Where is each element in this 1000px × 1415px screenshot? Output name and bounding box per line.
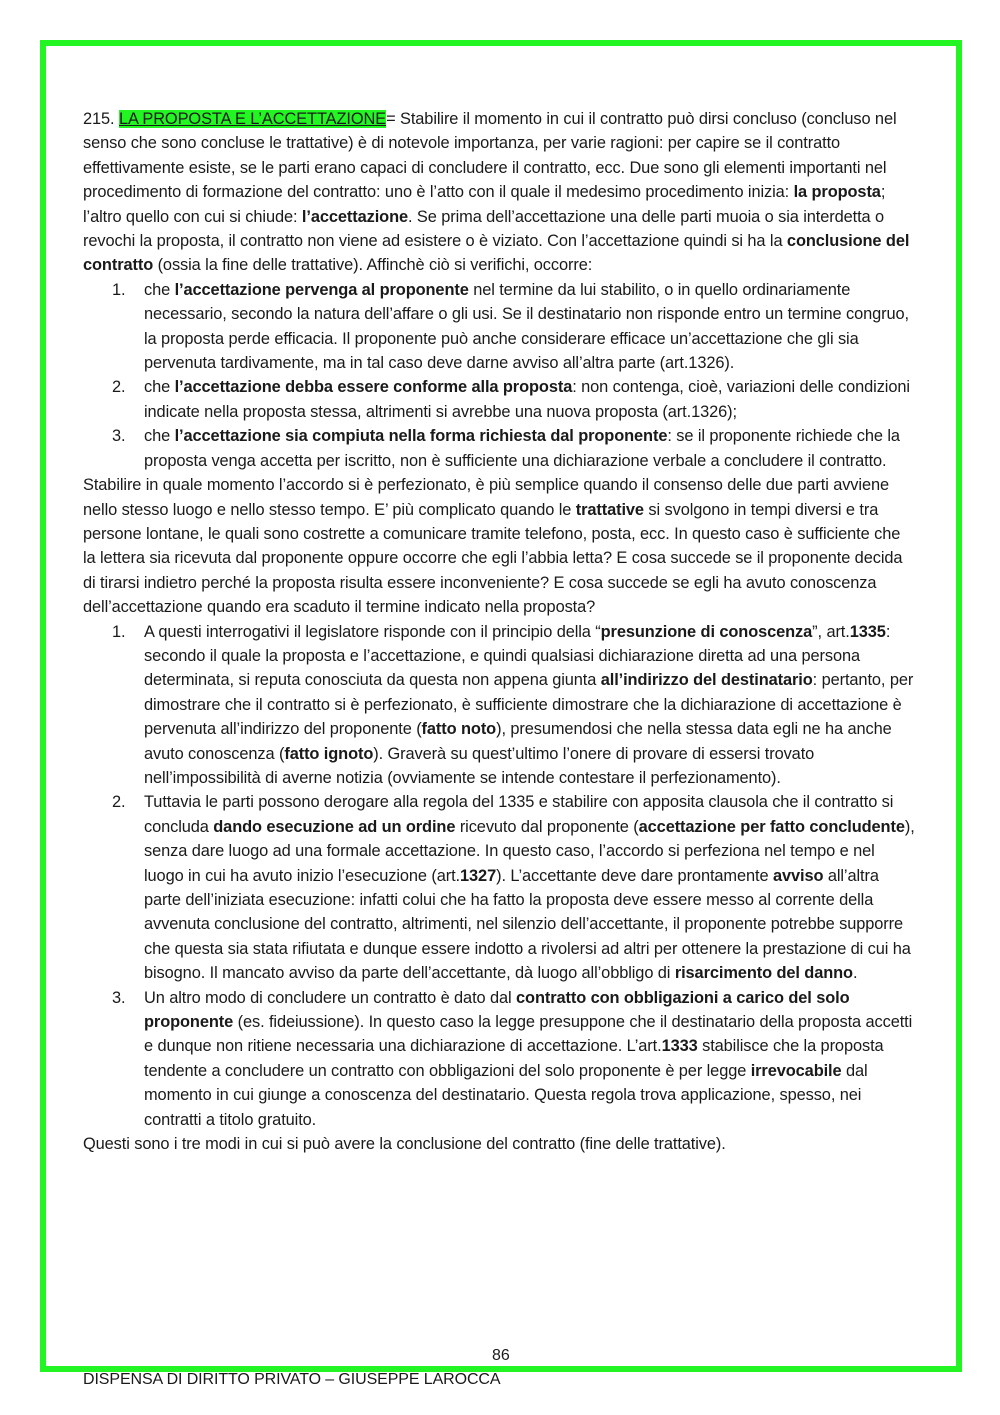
- text: Un altro modo di concludere un contratto è dato dal: [144, 988, 517, 1007]
- text: che: [144, 280, 175, 299]
- text: (es. fideiussione). In questo caso la legge presuppone che il destinatario della proposta accetti e dunque non ritiene necessaria una dichiarazione di accettazione. L’art.: [144, 1013, 913, 1056]
- text: all’altra parte dell’iniziata esecuzione: infatti colui che ha fatto la proposta deve essere messo al corrente della avvenuta conclusione del contratto, altrimenti, nel silenzio dell’accettante, il proponente potrebbe supporre che questa sia stata rifiutata e dunque essere indotto a rivolersi ad altri per ottenere la prestazione di cui ha bisogno. Il mancato avviso da parte dell’accettante, dà luogo all’obbligo di: [144, 866, 911, 983]
- intro-paragraph: [83, 107, 917, 278]
- text: ), senza dare luogo ad una formale accettazione. In questo caso, l’accordo si perfeziona nel tempo e nel luogo in cui ha avuto inizio l’esecuzione (art.: [144, 817, 915, 885]
- text: che: [144, 427, 175, 446]
- bold-text: avviso: [772, 866, 824, 885]
- bold-text: 1333: [661, 1037, 698, 1056]
- bold-text: la proposta: [793, 183, 881, 202]
- text: nel termine da lui stabilito, o in quello ordinariamente necessario, secondo la natura dell’affare o gli usi. Se il destinatario non risponde entro un termine congruo, la proposta perde efficacia. Il proponente può anche considerare efficace un’accettazione che gli sia pervenuta tardivamente, ma in tal caso deve darne avviso all’altra parte (art.1326).: [144, 280, 909, 373]
- section-heading: LA PROPOSTA E L’ACCETTAZIONE: [118, 110, 387, 128]
- text: ). L’accettante deve dare prontamente: [496, 866, 773, 885]
- bold-text: all’indirizzo del destinatario: [600, 671, 813, 690]
- bold-text: trattative: [575, 500, 644, 519]
- text: che: [144, 378, 175, 397]
- bold-text: 1335: [849, 622, 886, 641]
- bold-text: accettazione per fatto concludente: [638, 817, 905, 836]
- bold-text: 1327: [460, 866, 497, 885]
- text: .: [852, 964, 858, 983]
- text: : secondo il quale la proposta e l’accettazione, e quindi qualsiasi dichiarazione diretta ad una persona determinata, si reputa conosciuta da questa non appena giunta: [144, 622, 891, 690]
- list-number: 3.: [112, 427, 126, 446]
- bold-text: risarcimento del danno: [674, 964, 853, 983]
- list-number: 3.: [112, 988, 126, 1007]
- list-number: 1.: [112, 622, 126, 641]
- text: ; l’altro quello con cui si chiude:: [83, 183, 886, 226]
- document-body: [83, 107, 917, 1156]
- bold-text: dando esecuzione ad un ordine: [213, 817, 456, 836]
- text: si svolgono in tempi diversi e tra persone lontane, le quali sono costrette a comunicare tramite telefono, posta, ecc. In questo caso è sufficiente che la lettera sia ricevuta dal proponente oppure occorre che egli l’abbia letta? E cosa succede se il proponente decida di tirarsi indietro perché la proposta risulta essere inconveniente? E cosa succede se egli ha avuto conoscenza dell’accettazione quando era scaduto il termine indicato nella proposta?: [83, 500, 903, 617]
- page-footer: DISPENSA DI DIRITTO PRIVATO – GIUSEPPE LAROCCA: [83, 1371, 501, 1388]
- text: = Stabilire il momento in cui il contratto può dirsi concluso (concluso nel senso che sono concluse le trattative) è di notevole importanza, per varie ragioni: per capire se il contratto effettivamente esiste, se le parti erano capaci di concludere il contratto, ecc. Due sono gli elementi importanti nel procedimento di formazione del contratto: uno è l’atto con il quale il medesimo procedimento inizia:: [83, 110, 897, 202]
- list-item: [83, 278, 917, 376]
- text: ), presumendosi che nella stessa data egli ne ha anche avuto conoscenza (: [144, 720, 892, 763]
- closing-paragraph: Questi sono i tre modi in cui si può avere la conclusione del contratto (fine delle trattative).: [83, 1135, 726, 1154]
- bold-text: contratto con obbligazioni a carico del solo proponente: [144, 988, 850, 1032]
- text: (ossia la fine delle trattative). Affinchè ciò si verifichi, occorre:: [153, 256, 593, 275]
- text: : se il proponente richiede che la proposta venga accetta per iscritto, non è sufficiente una dichiarazione verbale a concludere il contratto.: [144, 427, 900, 470]
- text: ricevuto dal proponente (: [455, 817, 639, 836]
- list-item: [83, 620, 917, 791]
- list-item: [83, 790, 917, 985]
- text: ”, art.: [812, 622, 850, 641]
- text: ). Graverà su quest’ultimo l’onere di provare di essersi trovato nell’impossibilità di averne notizia (ovviamente se intende contestare il perfezionamento).: [144, 744, 815, 787]
- list-item: [83, 375, 917, 424]
- text: A questi interrogativi il legislatore risponde con il principio della “: [144, 622, 601, 641]
- text: : pertanto, per dimostrare che il contratto si è perfezionato, è sufficiente dimostrare che la dichiarazione di accettazione è pervenuta all’indirizzo del proponente (: [144, 671, 914, 739]
- bold-text: conclusione del contratto: [83, 232, 910, 275]
- text: Tuttavia le parti possono derogare alla regola del 1335 e stabilire con apposita clausola che il contratto si concluda: [144, 793, 894, 836]
- bold-text: l’accettazione debba essere conforme alla proposta: [174, 378, 573, 397]
- text: . Se prima dell’accettazione una delle parti muoia o sia interdetta o revochi la proposta, il contratto non viene ad esistere o è viziato. Con l’accettazione quindi si ha la: [83, 207, 885, 251]
- bold-text: fatto noto: [421, 720, 497, 739]
- bold-text: fatto ignoto: [284, 744, 374, 763]
- list-number: 2.: [112, 378, 126, 397]
- list-item: [83, 986, 917, 1132]
- bold-text: l’accettazione sia compiuta nella forma richiesta dal proponente: [174, 427, 668, 446]
- bold-text: irrevocabile: [750, 1061, 842, 1080]
- list-number: 2.: [112, 793, 126, 812]
- list-number: 1.: [112, 280, 126, 299]
- bold-text: l’accettazione: [301, 207, 409, 226]
- second-paragraph: [83, 473, 917, 619]
- requirements-list: [83, 278, 917, 473]
- bold-text: l’accettazione pervenga al proponente: [174, 280, 469, 299]
- list-item: [83, 424, 917, 473]
- text: Stabilire in quale momento l’accordo si è perfezionato, è più semplice quando il consenso delle due parti avviene nello stesso luogo e nello stesso tempo. E’ più complicato quando le: [83, 476, 889, 519]
- text: stabilisce che la proposta tendente a concludere un contratto con obbligazioni del solo proponente è per legge: [144, 1037, 884, 1080]
- page-number: 86: [492, 1347, 510, 1364]
- text: dal momento in cui giunge a conoscenza del destinatario. Questa regola trova applicazione, spesso, nei contratti a titolo gratuito.: [144, 1061, 868, 1129]
- conclusion-modes-list: [83, 620, 917, 1133]
- text: : non contenga, cioè, variazioni delle condizioni indicate nella proposta stessa, altrimenti si avrebbe una nuova proposta (art.1326);: [144, 378, 910, 421]
- section-number: 215.: [83, 110, 119, 128]
- bold-text: presunzione di conoscenza: [600, 622, 813, 641]
